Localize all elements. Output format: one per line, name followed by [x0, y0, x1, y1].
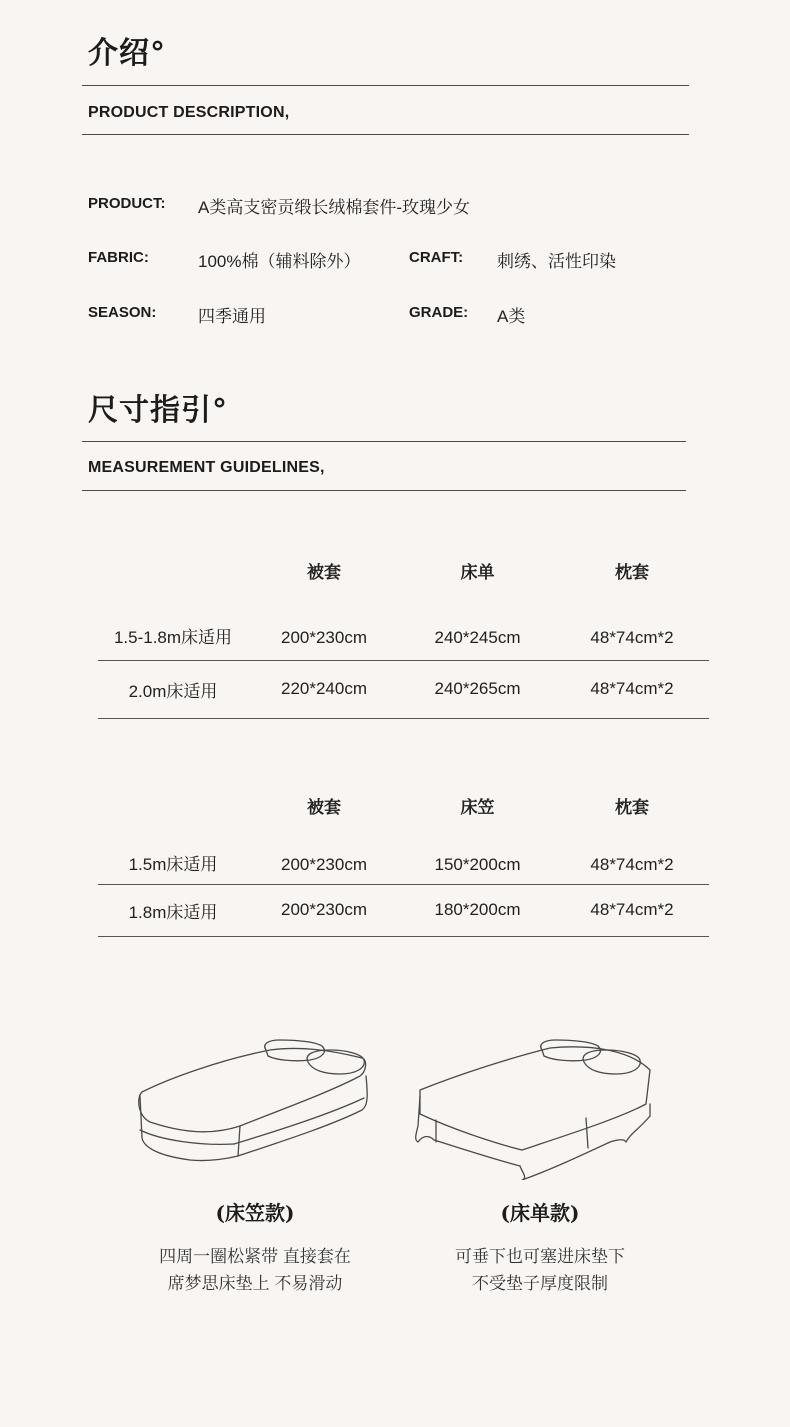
table-cell: 48*74cm*2: [555, 660, 709, 718]
table-cell: 1.8m床适用: [98, 884, 248, 936]
table-row: [98, 884, 709, 936]
fitted-caption: (床笠款): [215, 1201, 295, 1225]
header-cell: 被套: [307, 798, 341, 818]
table-cell: 48*74cm*2: [555, 608, 709, 660]
header-cell: 枕套: [615, 798, 649, 818]
table-cell: 1.5m床适用: [98, 841, 248, 884]
header-cell: 床单: [460, 563, 495, 583]
season-label: SEASON:: [88, 304, 157, 321]
table-cell: 200*230cm: [248, 608, 400, 660]
size-table-flat-sheet: [98, 550, 709, 719]
table-row: [98, 841, 709, 884]
flat-desc-line-2: 不受垫子厚度限制: [472, 1274, 608, 1293]
measure-top-rule: [82, 441, 686, 442]
intro-top-rule: [82, 85, 689, 86]
table-cell: 200*230cm: [248, 841, 400, 884]
header-cell: 被套: [307, 563, 341, 583]
grade-value: A类: [497, 307, 526, 326]
header-cell: [98, 550, 248, 608]
craft-value: 刺绣、活性印染: [497, 252, 616, 271]
table-cell: 48*74cm*2: [555, 841, 709, 884]
product-value: A类高支密贡缎长绒棉套件-玫瑰少女: [198, 198, 470, 217]
table-header-row: [98, 550, 709, 608]
intro-title: 介绍°: [88, 36, 166, 71]
fitted-desc-line-1: 四周一圈松紧带 直接套在: [159, 1247, 351, 1266]
table-cell: 240*245cm: [400, 608, 555, 660]
fabric-value: 100%棉（辅料除外）: [198, 252, 361, 271]
table-cell: 180*200cm: [400, 884, 555, 936]
craft-label: CRAFT:: [409, 249, 464, 266]
intro-subtitle: PRODUCT DESCRIPTION,: [88, 104, 290, 121]
measure-bottom-rule: [82, 490, 686, 491]
header-cell: 床笠: [460, 798, 495, 818]
table-cell: 48*74cm*2: [555, 884, 709, 936]
fitted-desc-line-2: 席梦思床垫上 不易滑动: [167, 1274, 343, 1293]
flat-desc-line-1: 可垂下也可塞进床垫下: [455, 1247, 625, 1266]
table-cell: 220*240cm: [248, 660, 400, 718]
size-table-fitted-sheet: [98, 785, 709, 937]
fabric-label: FABRIC:: [88, 249, 149, 266]
table-cell: 2.0m床适用: [98, 660, 248, 718]
table-row: [98, 608, 709, 660]
table-cell: 200*230cm: [248, 884, 400, 936]
table-header-row: [98, 785, 709, 841]
intro-bottom-rule: [82, 134, 689, 135]
flat-sheet-bed-icon: [410, 1030, 660, 1180]
product-label: PRODUCT:: [88, 195, 166, 212]
header-cell: 枕套: [615, 563, 649, 583]
table-cell: 1.5-1.8m床适用: [98, 608, 248, 660]
grade-label: GRADE:: [409, 304, 469, 321]
table-cell: 240*265cm: [400, 660, 555, 718]
measure-title: 尺寸指引°: [88, 393, 228, 428]
fitted-sheet-bed-icon: [130, 1030, 380, 1170]
flat-description: [395, 1243, 685, 1297]
table-cell: 150*200cm: [400, 841, 555, 884]
table-row: [98, 660, 709, 718]
season-value: 四季通用: [198, 307, 266, 326]
measure-subtitle: MEASUREMENT GUIDELINES,: [88, 459, 325, 476]
header-cell: [98, 785, 248, 841]
fitted-description: [110, 1243, 400, 1297]
flat-caption: (床单款): [500, 1201, 580, 1225]
